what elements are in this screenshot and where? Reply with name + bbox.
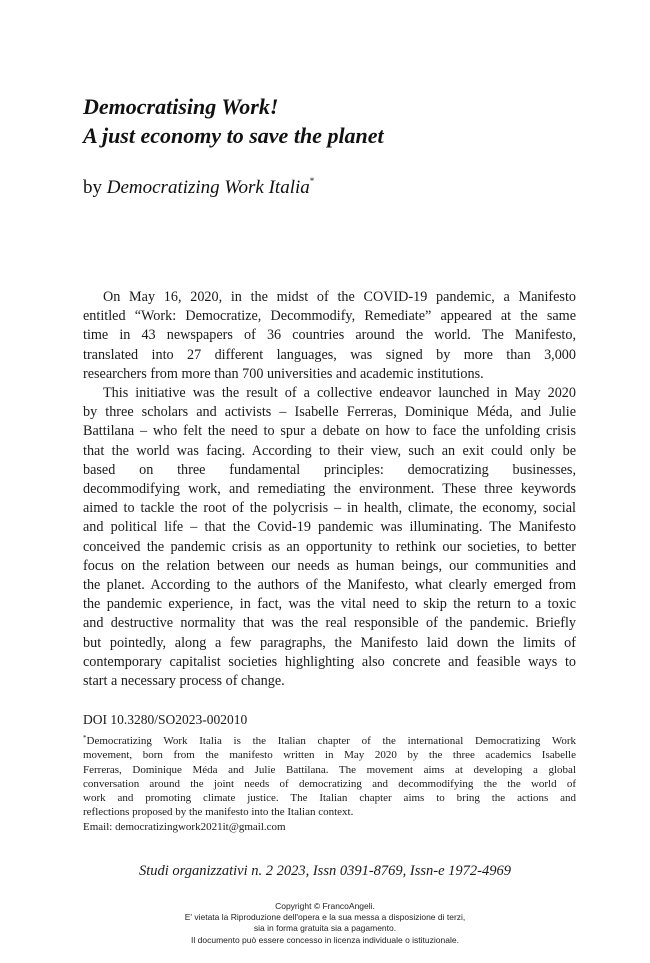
journal-citation: Studi organizzativi n. 2 2023, Issn 0391-8769, Issn-e 1972-4969 — [138, 863, 512, 879]
article-title — [83, 92, 603, 150]
body-line: decommodifying work, and remediating the environment. These three keywords — [83, 481, 576, 498]
body-line: and destructive normality that was the real responsible of the pandemic. Briefly — [83, 615, 576, 632]
author-footnote — [83, 731, 576, 834]
body-line: the pandemic experience, in fact, was the vital need to skip the return to a toxic — [83, 596, 576, 613]
body-line: by three scholars and activists – Isabelle Ferreras, Dominique Méda, and Julie — [83, 404, 576, 421]
copyright-line-1: Copyright © FrancoAngeli. — [275, 901, 375, 911]
copyright-line-2: E' vietata la Riproduzione dell'opera e la sua messa a disposizione di terzi, — [184, 912, 466, 923]
copyright-line-3: sia in forma gratuita sia a pagamento. — [253, 923, 397, 934]
title-line-1: Democratising Work! — [83, 94, 279, 119]
body-line: start a necessary process of change. — [83, 673, 285, 690]
footnote-line: Ferreras, Dominique Méda and Julie Battilana. The movement aims at developing a global — [83, 763, 576, 776]
body-line: Battilana – who felt the need to spur a debate on how to face the unfolding crisis — [83, 423, 576, 440]
author-name: Democratizing Work Italia — [106, 177, 310, 198]
footnote-line: reflections proposed by the manifesto into the Italian context. — [83, 806, 354, 819]
body-line: but pointedly, along a few paragraphs, the Manifesto laid down the limits of — [83, 634, 576, 651]
body-line: that the world was facing. According to their view, such an exit could only be — [83, 442, 576, 459]
body-line: time in 43 newspapers of 36 countries around the world. The Manifesto, — [83, 327, 576, 344]
copyright-notice — [0, 901, 650, 946]
footnote-line: work and promoting climate justice. The Italian chapter aims to bring the actions and — [83, 792, 576, 805]
copyright-line-4: Il documento può essere concesso in licenza individuale o istituzionale. — [191, 934, 459, 945]
body-line: aimed to tackle the root of the polycrisis – in health, climate, the economy, social — [83, 500, 576, 517]
body-line: researchers from more than 700 universities and academic institutions. — [83, 365, 484, 382]
body-line: conceived the pandemic crisis as an opportunity to rethink our societies, to better — [83, 538, 576, 555]
body-line: contemporary capitalist societies highlighting also concrete and feasible ways to — [83, 653, 576, 670]
footnote-line: conversation around the joint needs of democratizing and decommodifying the the world of — [83, 777, 576, 790]
body-paragraph-1 — [83, 288, 576, 384]
byline-prefix: by — [83, 177, 102, 198]
byline — [83, 169, 314, 200]
doi: DOI 10.3280/SO2023-002010 — [83, 712, 248, 727]
title-line-2: A just economy to save the planet — [83, 123, 384, 148]
body-line: translated into 27 different languages, was signed by more than 3,000 — [83, 346, 576, 363]
body-line: entitled “Work: Democratize, Decommodify, Remediate” appeared at the same — [83, 308, 576, 325]
body-line: based on three fundamental principles: democratizing businesses, — [83, 461, 576, 478]
footnote-marker: * — [83, 734, 87, 742]
body-paragraph-2 — [83, 384, 576, 691]
footnote-line-text: Democratizing Work Italia is the Italian chapter of the international Democratizing Work — [86, 735, 576, 747]
footnote-email: Email: democratizingwork2021it@gmail.com — [83, 820, 286, 833]
footnote-line — [83, 731, 576, 748]
body-line: and political life – that the Covid-19 pandemic was illuminating. The Manifesto — [83, 519, 576, 536]
body-line: On May 16, 2020, in the midst of the COVID-19 pandemic, a Manifesto — [103, 289, 576, 305]
body-line: focus on the relation between our needs as human beings, our communities and — [83, 557, 576, 574]
author-footnote-marker: * — [309, 176, 315, 186]
footnote-line: movement, born from the manifesto written in May 2020 by the three academics Isabelle — [83, 749, 576, 762]
body-line: This initiative was the result of a collective endeavor launched in May 2020 — [103, 385, 576, 402]
body-line: the planet. According to the authors of the Manifesto, what clearly emerged from — [83, 577, 576, 594]
body-text — [83, 288, 576, 691]
